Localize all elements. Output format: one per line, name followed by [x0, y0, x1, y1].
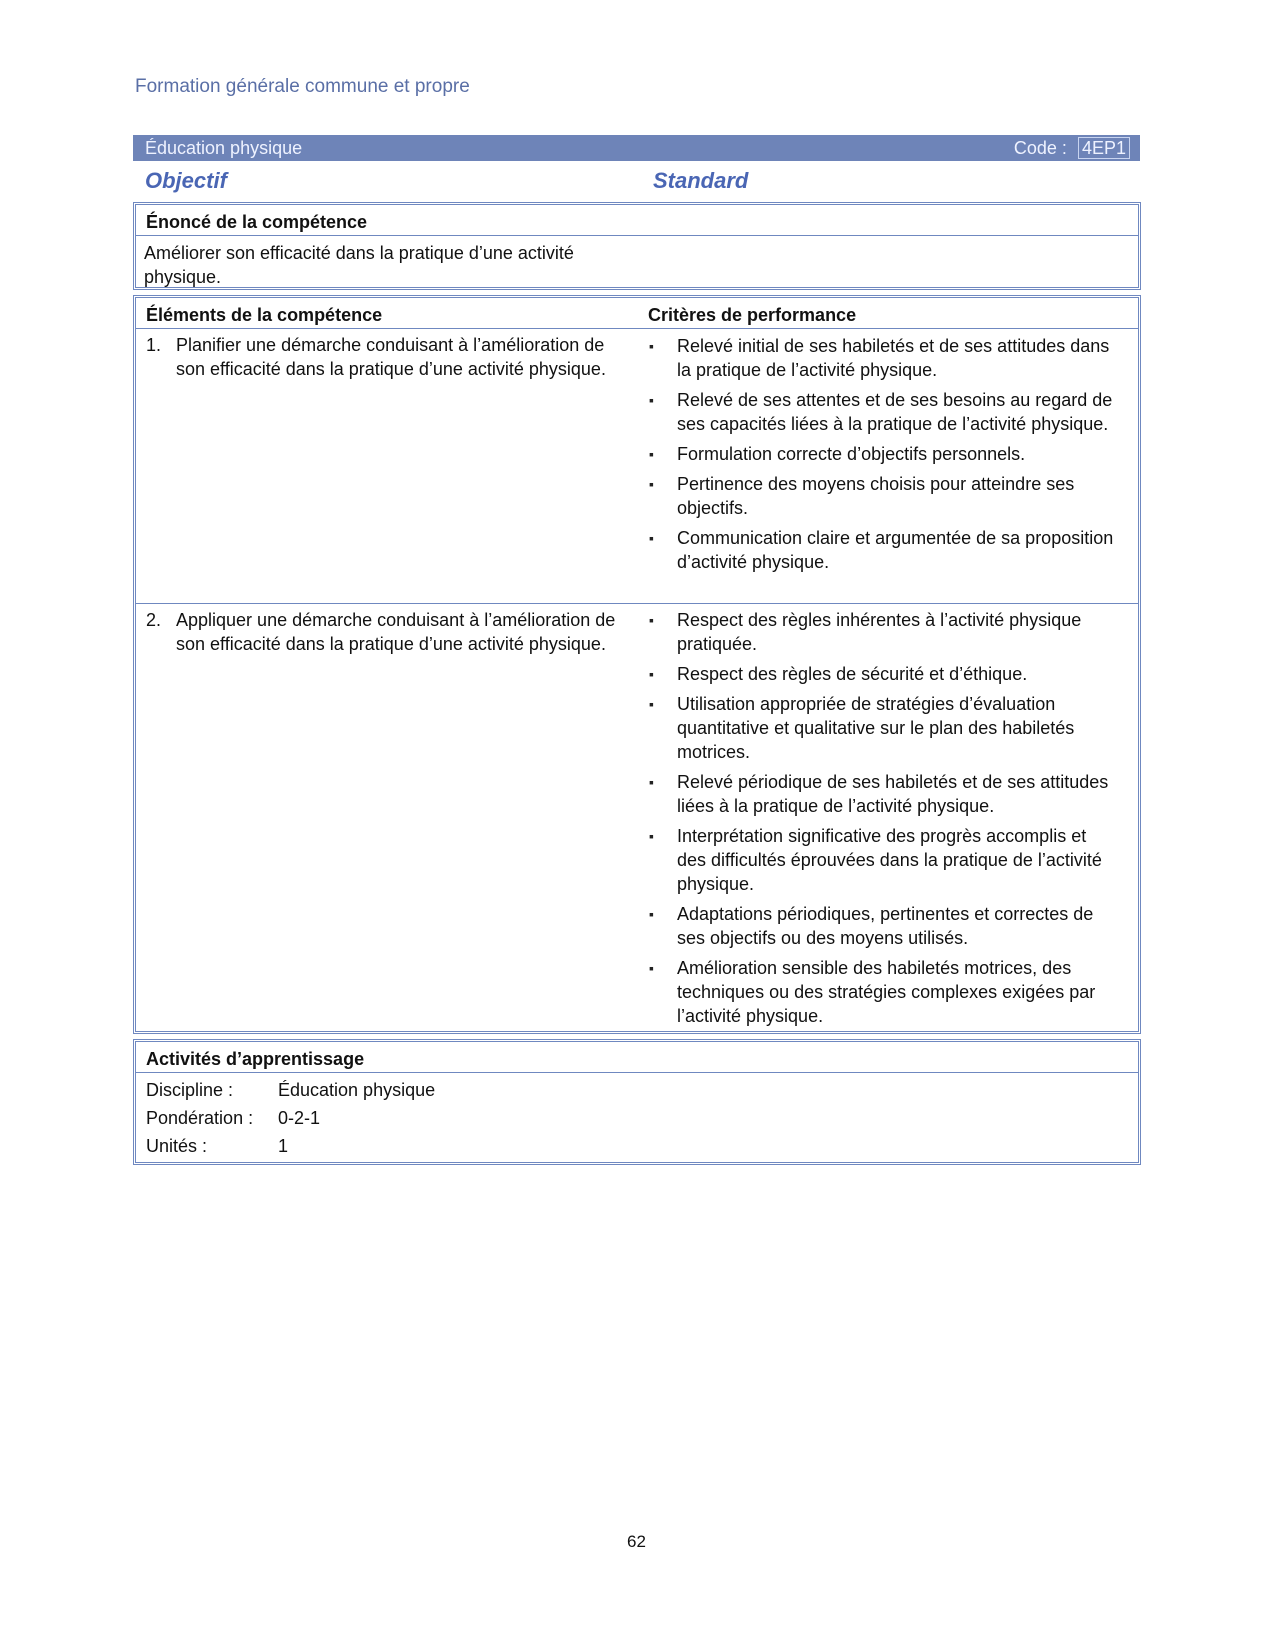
bullet-icon: ▪ [649, 530, 654, 546]
criterion-item [647, 334, 1117, 382]
divider [136, 328, 1138, 329]
element-text: Appliquer une démarche conduisant à l’amélioration de son efficacité dans la pratique d’une activité physique. [176, 610, 616, 654]
criteria-list-1 [647, 334, 1117, 580]
criterion-text: Relevé initial de ses habiletés et de ses attitudes dans la pratique de l’activité physique. [677, 336, 1110, 380]
criterion-text: Respect des règles de sécurité et d’éthique. [677, 664, 1028, 684]
criterion-item [647, 608, 1117, 656]
criterion-text: Relevé de ses attentes et de ses besoins au regard de ses capacités liées à la pratique de l’activité physique. [677, 390, 1113, 434]
competency-table [133, 295, 1141, 1034]
bullet-icon: ▪ [649, 338, 654, 354]
criterion-item [647, 692, 1117, 764]
criterion-text: Formulation correcte d’objectifs personnels. [677, 444, 1026, 464]
row-divider [136, 603, 1138, 604]
weighting-row [146, 1106, 320, 1130]
competency-statement-text: Améliorer son efficacité dans la pratique d’une activité physique. [144, 243, 574, 287]
criterion-item [647, 662, 1117, 686]
criterion-text: Respect des règles inhérentes à l’activité physique pratiquée. [677, 610, 1082, 654]
element-row-1 [146, 333, 621, 381]
bullet-icon: ▪ [649, 612, 654, 628]
weighting-value: 0-2-1 [278, 1108, 321, 1128]
criteria-list-2 [647, 608, 1117, 1034]
criterion-text: Pertinence des moyens choisis pour atteindre ses objectifs. [677, 474, 1075, 518]
bullet-icon: ▪ [649, 696, 654, 712]
running-header: Formation générale commune et propre [135, 76, 470, 97]
bullet-icon: ▪ [649, 960, 654, 976]
discipline-row [146, 1078, 435, 1102]
learning-activities-heading: Activités d’apprentissage [146, 1049, 365, 1069]
element-row-2 [146, 608, 621, 656]
course-title-bar [133, 135, 1140, 161]
competency-statement-box [133, 202, 1141, 290]
discipline-value: Éducation physique [278, 1080, 436, 1100]
criterion-item [647, 388, 1117, 436]
criterion-item [647, 526, 1117, 574]
criterion-text: Utilisation appropriée de stratégies d’évaluation quantitative et qualitative sur le plan des habiletés motrices. [677, 694, 1075, 762]
criterion-text: Relevé périodique de ses habiletés et de ses attitudes liées à la pratique de l’activité physique. [677, 772, 1109, 816]
bullet-icon: ▪ [649, 774, 654, 790]
criterion-item [647, 824, 1117, 896]
standard-heading: Standard [653, 168, 749, 193]
criterion-item [647, 956, 1117, 1028]
course-code-label: Code : [1013, 138, 1067, 158]
element-text: Planifier une démarche conduisant à l’amélioration de son efficacité dans la pratique d’une activité physique. [176, 335, 606, 379]
objective-heading: Objectif [145, 168, 227, 193]
learning-activities-box [133, 1039, 1141, 1165]
criterion-item [647, 902, 1117, 950]
units-label: Unités : [146, 1136, 208, 1156]
element-number: 2. [146, 610, 162, 630]
course-code [1014, 138, 1130, 159]
criterion-item [647, 770, 1117, 818]
bullet-icon: ▪ [649, 476, 654, 492]
element-number: 1. [146, 335, 162, 355]
bullet-icon: ▪ [649, 392, 654, 408]
course-title: Éducation physique [145, 138, 303, 158]
discipline-label: Discipline : [146, 1080, 234, 1100]
bullet-icon: ▪ [649, 446, 654, 462]
criterion-item [647, 442, 1117, 466]
divider [136, 1072, 1138, 1073]
criterion-text: Amélioration sensible des habiletés motrices, des techniques ou des stratégies complexes exigées par l’activité physique. [677, 958, 1096, 1026]
course-code-value: 4EP1 [1078, 137, 1130, 159]
units-row [146, 1134, 288, 1158]
bullet-icon: ▪ [649, 666, 654, 682]
page-number: 62 [627, 1532, 646, 1551]
criterion-text: Adaptations périodiques, pertinentes et correctes de ses objectifs ou des moyens utilisés. [677, 904, 1094, 948]
weighting-label: Pondération : [146, 1108, 254, 1128]
criterion-item [647, 472, 1117, 520]
elements-heading: Éléments de la compétence [146, 305, 383, 325]
bullet-icon: ▪ [649, 906, 654, 922]
criteria-heading: Critères de performance [648, 305, 857, 325]
units-value: 1 [278, 1136, 289, 1156]
criterion-text: Communication claire et argumentée de sa proposition d’activité physique. [677, 528, 1114, 572]
criterion-text: Interprétation significative des progrès accomplis et des difficultés éprouvées dans la pratique de l’activité physique. [677, 826, 1102, 894]
bullet-icon: ▪ [649, 828, 654, 844]
divider [136, 235, 1138, 236]
competency-statement-heading: Énoncé de la compétence [146, 212, 368, 232]
